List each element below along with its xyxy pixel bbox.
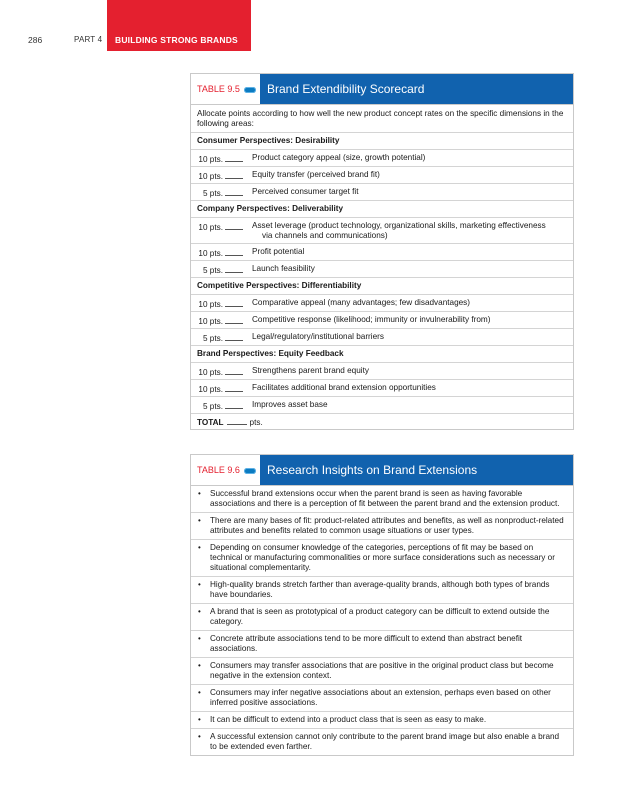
table-header [191, 74, 573, 105]
bullet-icon: • [198, 732, 201, 741]
table-title: Research Insights on Brand Extensions [267, 463, 478, 477]
score-blank [225, 299, 243, 307]
insight-item [191, 712, 573, 729]
points-value: 10 pts. [198, 368, 223, 377]
scorecard-row [191, 218, 573, 244]
bullet-icon: • [198, 489, 201, 498]
insight-text: A successful extension cannot only contribute to the parent brand image but also enable a brand to be extended even farther. [210, 732, 560, 751]
criterion-label: Profit potential [252, 247, 305, 256]
score-blank [225, 384, 243, 392]
scorecard-row [191, 363, 573, 380]
criterion-label: Comparative appeal (many advantages; few disadvantages) [252, 298, 471, 307]
scorecard-row [191, 261, 573, 278]
criterion-label: Strengthens parent brand equity [252, 366, 369, 375]
chapter-tab [107, 0, 251, 51]
insight-item [191, 729, 573, 755]
score-blank [225, 222, 243, 230]
insight-text: Depending on consumer knowledge of the categories, perceptions of fit may be based on technical or manufacturing commonalities or more surface considerations such as necessary or situational complementarity. [210, 543, 555, 572]
bullet-icon: • [198, 516, 201, 525]
score-blank [225, 265, 243, 273]
points-value: 10 pts. [198, 223, 223, 232]
score-blank [225, 154, 243, 162]
bullet-icon: • [198, 661, 201, 670]
scorecard-row [191, 312, 573, 329]
insight-text: Concrete attribute associations tend to be more difficult to extend than abstract benefit associations. [210, 634, 523, 653]
criterion-label: Improves asset base [252, 400, 328, 409]
criterion-label: Perceived consumer target fit [252, 187, 359, 196]
points-value: 5 pts. [202, 402, 223, 411]
insight-item [191, 685, 573, 712]
criterion-label-continued: via channels and communications) [262, 231, 388, 240]
total-blank [227, 417, 247, 425]
scorecard-row [191, 167, 573, 184]
points-value: 5 pts. [202, 334, 223, 343]
bullet-icon: • [198, 715, 201, 724]
scorecard-row [191, 329, 573, 346]
bullet-icon: • [198, 580, 201, 589]
page-number: 286 [28, 35, 43, 45]
section-heading: Brand Perspectives: Equity Feedback [191, 346, 573, 363]
scorecard-row [191, 244, 573, 261]
insights-list [191, 486, 573, 755]
title-band [260, 74, 573, 104]
scorecard-body [191, 133, 573, 414]
points-value: 5 pts. [202, 189, 223, 198]
score-blank [225, 367, 243, 375]
chapter-title: BUILDING STRONG BRANDS [115, 35, 238, 45]
scorecard-row [191, 380, 573, 397]
criterion-label: Asset leverage (product technology, organizational skills, marketing effectiveness [252, 221, 546, 230]
insight-text: High-quality brands stretch farther than average-quality brands, although both types of brands have boundaries. [210, 580, 550, 599]
insight-text: It can be difficult to extend into a product class that is seen as easy to make. [210, 715, 487, 724]
points-value: 5 pts. [202, 266, 223, 275]
total-label: TOTAL [197, 418, 224, 427]
table-number: TABLE 9.6 [197, 465, 240, 475]
table-marker-icon [244, 468, 256, 474]
running-header [0, 0, 623, 52]
criterion-label: Launch feasibility [252, 264, 315, 273]
insight-item [191, 658, 573, 685]
insight-item [191, 540, 573, 577]
section-heading: Competitive Perspectives: Differentiability [191, 278, 573, 295]
criterion-label: Legal/regulatory/institutional barriers [252, 332, 384, 341]
bullet-icon: • [198, 688, 201, 697]
criterion-label: Facilitates additional brand extension opportunities [252, 383, 436, 392]
insight-item [191, 486, 573, 513]
points-value: 10 pts. [198, 385, 223, 394]
criterion-label: Equity transfer (perceived brand fit) [252, 170, 380, 179]
table-intro: Allocate points according to how well the new product concept rates on the specific dimensions in the following areas: [191, 105, 573, 133]
score-blank [225, 333, 243, 341]
title-band [260, 455, 573, 485]
table-header [191, 455, 573, 486]
section-heading: Consumer Perspectives: Desirability [191, 133, 573, 150]
part-label: PART 4 [74, 35, 103, 44]
scorecard-row [191, 184, 573, 201]
points-value: 10 pts. [198, 172, 223, 181]
points-value: 10 pts. [198, 300, 223, 309]
insight-item [191, 513, 573, 540]
insight-item [191, 631, 573, 658]
insight-text: A brand that is seen as prototypical of a product category can be difficult to extend outside the category. [210, 607, 550, 626]
points-value: 10 pts. [198, 317, 223, 326]
scorecard-row [191, 295, 573, 312]
criterion-label: Product category appeal (size, growth potential) [252, 153, 426, 162]
insight-text: There are many bases of fit: product-related attributes and benefits, as well as nonproduct-related attributes and benefits related to common usage situations or user types. [210, 516, 564, 535]
table-number: TABLE 9.5 [197, 84, 240, 94]
score-blank [225, 171, 243, 179]
scorecard-row [191, 150, 573, 167]
total-row [191, 414, 573, 432]
table-marker-icon [244, 87, 256, 93]
insight-text: Consumers may infer negative associations about an extension, perhaps even based on other inferred positive associations. [210, 688, 551, 707]
criterion-label: Competitive response (likelihood; immunity or invulnerability from) [252, 315, 491, 324]
bullet-icon: • [198, 543, 201, 552]
table-research-insights [190, 454, 574, 756]
insight-item [191, 577, 573, 604]
score-blank [225, 188, 243, 196]
total-unit: pts. [249, 418, 263, 427]
score-blank [225, 248, 243, 256]
table-brand-extendibility-scorecard [190, 73, 574, 430]
scorecard-row [191, 397, 573, 414]
bullet-icon: • [198, 607, 201, 616]
table-title: Brand Extendibility Scorecard [267, 82, 425, 96]
points-value: 10 pts. [198, 155, 223, 164]
score-blank [225, 401, 243, 409]
insight-item [191, 604, 573, 631]
score-blank [225, 316, 243, 324]
section-heading: Company Perspectives: Deliverability [191, 201, 573, 218]
insight-text: Successful brand extensions occur when the parent brand is seen as having favorable associations and there is a perception of fit between the parent brand and the extension product. [210, 489, 560, 508]
insight-text: Consumers may transfer associations that are positive in the original product class but become negative in the extension context. [210, 661, 554, 680]
bullet-icon: • [198, 634, 201, 643]
points-value: 10 pts. [198, 249, 223, 258]
